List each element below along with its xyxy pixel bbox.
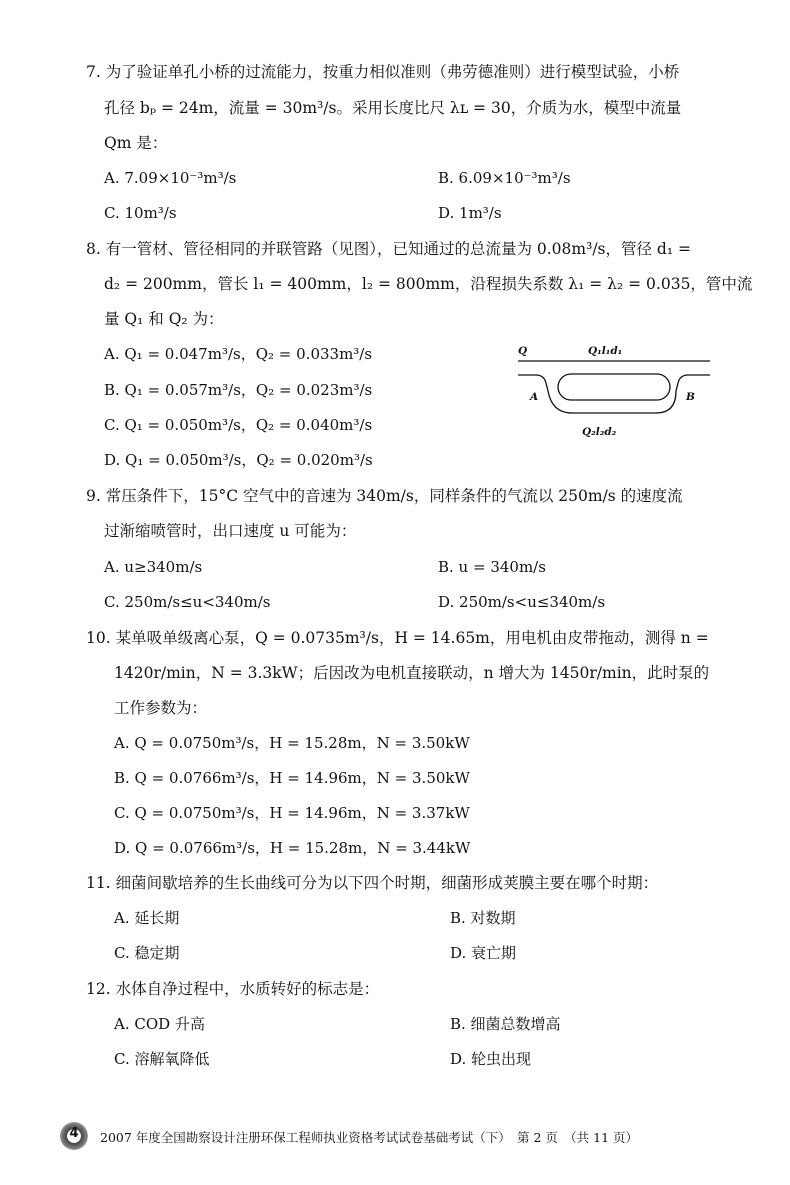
q7-option-a: A. 7.09×10⁻³m³/s [104,169,237,187]
q12-option-b: B. 细菌总数增高 [450,1015,561,1033]
q10-option-c: C. Q = 0.0750m³/s，H = 14.96m，N = 3.37kW [114,804,470,822]
q12-option-d: D. 轮虫出现 [450,1050,532,1068]
q8-stem-line3: 量 Q₁ 和 Q₂ 为： [104,310,224,328]
q8-option-d: D. Q₁ = 0.050m³/s，Q₂ = 0.020m³/s [104,451,373,469]
q10-stem-line2: 1420r/min，N = 3.3kW；后因改为电机直接联动，n 增大为 1450r/min，此时泵的 [114,664,710,682]
page-number: 4 [69,1126,79,1141]
diagram-branch-inner-loop [558,374,670,400]
q8-stem-line1: 8. 有一管材、管径相同的并联管路（见图），已知通过的总流量为 0.08m³/s，管径 d₁ = [86,240,691,258]
page-number-badge [60,1122,88,1150]
q8-stem-line2: d₂ = 200mm，管长 l₁ = 400mm，l₂ = 800mm，沿程损失系数 λ₁ = λ₂ = 0.035，管中流 [104,275,753,293]
q8-option-b: B. Q₁ = 0.057m³/s，Q₂ = 0.023m³/s [104,381,373,399]
q7-option-d: D. 1m³/s [438,204,502,222]
diagram-label-top-pipe: Q₁l₁d₁ [588,345,623,357]
q7-stem-line3: Qm 是： [104,134,168,152]
parallel-pipe-diagram [510,338,720,444]
q10-stem-line1: 10. 某单吸单级离心泵，Q = 0.0735m³/s，H = 14.65m，用电机由皮带拖动，测得 n = [86,629,709,647]
q11-option-d: D. 衰亡期 [450,944,517,962]
q7-option-c: C. 10m³/s [104,204,177,222]
diagram-branch-outer [548,391,676,413]
diagram-label-a: A [530,391,539,403]
q9-option-a: A. u≥340m/s [104,558,203,576]
q12-option-a: A. COD 升高 [114,1015,205,1033]
q7-stem-line2: 孔径 bₚ = 24m，流量 = 30m³/s。采用长度比尺 λʟ = 30，介质为水，模型中流量 [104,99,682,117]
q11-option-b: B. 对数期 [450,909,516,927]
q11-option-a: A. 延长期 [114,909,180,927]
q9-stem-line1: 9. 常压条件下，15°C 空气中的音速为 340m/s，同样条件的气流以 250m/s 的速度流 [86,487,683,505]
diagram-label-bottom-pipe: Q₂l₂d₂ [582,426,617,438]
q9-option-b: B. u = 340m/s [438,558,546,576]
q12-option-c: C. 溶解氧降低 [114,1050,210,1068]
q10-option-a: A. Q = 0.0750m³/s，H = 15.28m，N = 3.50kW [114,734,470,752]
q10-option-d: D. Q = 0.0766m³/s，H = 15.28m，N = 3.44kW [114,839,471,857]
q8-option-c: C. Q₁ = 0.050m³/s，Q₂ = 0.040m³/s [104,416,373,434]
diagram-label-b: B [686,391,695,403]
q10-stem-line3: 工作参数为： [114,699,208,717]
q8-option-a: A. Q₁ = 0.047m³/s，Q₂ = 0.033m³/s [104,345,373,363]
q9-option-c: C. 250m/s≤u<340m/s [104,593,271,611]
q9-option-d: D. 250m/s<u≤340m/s [438,593,606,611]
q12-stem-line1: 12. 水体自净过程中，水质转好的标志是： [86,980,380,998]
q7-stem-line1: 7. 为了验证单孔小桥的过流能力，按重力相似准则（弗劳德准则）进行模型试验，小桥 [86,63,680,81]
q9-stem-line2: 过渐缩喷管时，出口速度 u 可能为： [104,522,357,540]
footer-exam-title: 2007 年度全国勘察设计注册环保工程师执业资格考试试卷基础考试（下） 第 2 页 （共 11 页） [100,1130,639,1145]
diagram-main-pipe-left [518,375,548,391]
page-footer [60,1122,720,1152]
q7-option-b: B. 6.09×10⁻³m³/s [438,169,571,187]
q11-stem-line1: 11. 细菌间歇培养的生长曲线可分为以下四个时期，细菌形成荚膜主要在哪个时期： [86,874,659,892]
q10-option-b: B. Q = 0.0766m³/s，H = 14.96m，N = 3.50kW [114,769,470,787]
q11-option-c: C. 稳定期 [114,944,180,962]
diagram-label-q: Q [518,345,528,357]
diagram-main-pipe-right [676,375,710,391]
